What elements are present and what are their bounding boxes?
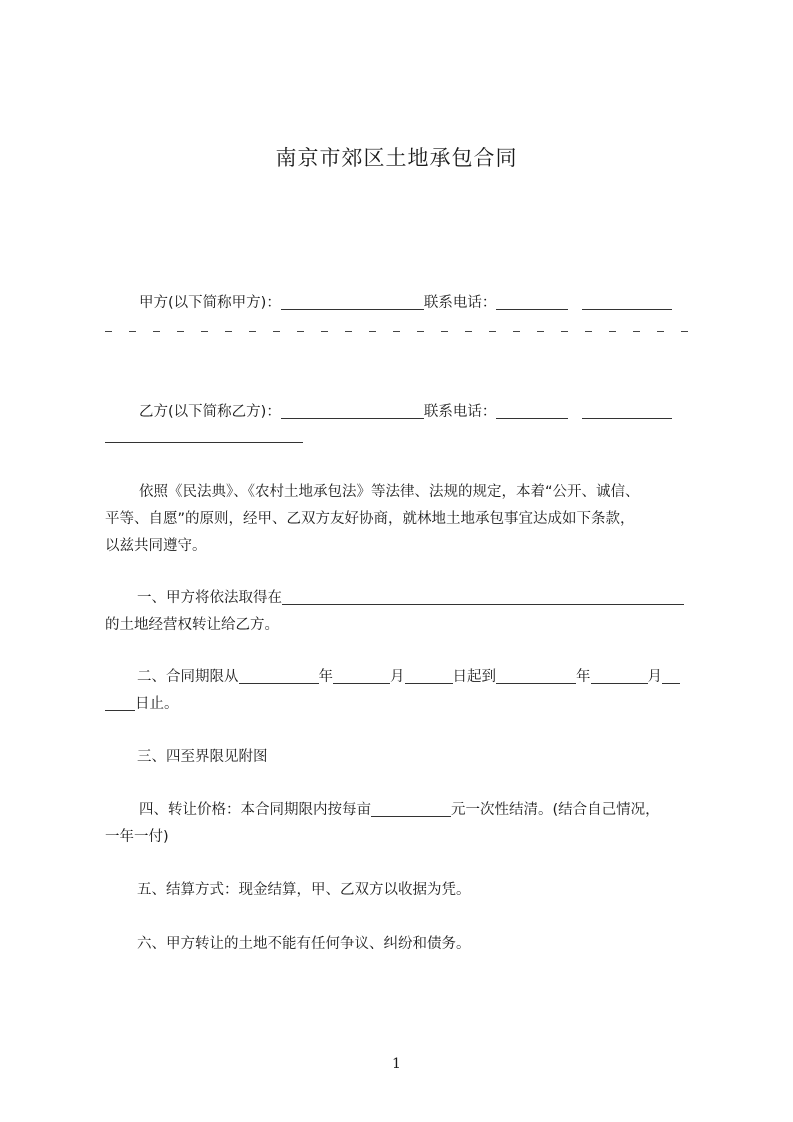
clause-2-year-label-2: 年 — [576, 669, 591, 685]
clause-2-start: 二、合同期限从 — [137, 669, 239, 685]
clause-5: 五、结算方式：现金结算，甲、乙双方以收据为凭。 — [137, 882, 471, 898]
end-year-blank[interactable] — [496, 668, 576, 684]
price-per-mu-blank[interactable] — [371, 801, 451, 817]
end-month-blank[interactable] — [591, 668, 648, 684]
clause-2-month-label: 月 — [390, 669, 405, 685]
clause-2-end: 日止。 — [135, 696, 179, 712]
party-b-extra-line — [105, 427, 702, 444]
clause-1-location-blank[interactable] — [282, 589, 684, 605]
party-a-phone-blank[interactable] — [496, 294, 568, 310]
party-b-phone-blank[interactable] — [496, 403, 568, 419]
page-number: 1 — [392, 1056, 401, 1072]
clause-6: 六、甲方转让的土地不能有任何争议、纠纷和债务。 — [137, 936, 471, 952]
party-b-extra-blank[interactable] — [105, 427, 303, 443]
clause-1-line-2: 的土地经营权转让给乙方。 — [105, 617, 279, 633]
clause-2-month-label-2: 月 — [647, 669, 662, 685]
clause-4-line-1 — [105, 798, 736, 819]
clause-2-day-from: 日起到 — [452, 669, 496, 685]
end-day-blank-2[interactable] — [105, 695, 135, 711]
clause-1-line-1 — [105, 586, 734, 607]
clause-2-line-1 — [105, 665, 734, 686]
preamble-line-3: 以兹共同遵守。 — [105, 538, 207, 554]
party-b-line — [105, 400, 736, 421]
clause-4-line-2: 一年一付) — [105, 829, 169, 845]
party-b-name-blank[interactable] — [281, 403, 424, 419]
party-a-phone-label: 联系电话： — [423, 295, 497, 311]
dashed-separator — [105, 331, 702, 332]
party-a-name-blank[interactable] — [281, 294, 424, 310]
end-day-blank[interactable] — [662, 668, 680, 684]
party-b-phone-blank-2[interactable] — [582, 403, 672, 419]
start-year-blank[interactable] — [239, 668, 319, 684]
clause-4-start: 四、转让价格：本合同期限内按每亩 — [139, 802, 371, 818]
clause-2-year-label: 年 — [318, 669, 333, 685]
clause-3: 三、四至界限见附图 — [137, 749, 268, 765]
preamble-line-1: 依照《民法典》、《农村土地承包法》等法律、法规的规定，本着“公开、诚信、 — [139, 484, 640, 500]
start-month-blank[interactable] — [333, 668, 390, 684]
party-a-phone-blank-2[interactable] — [582, 294, 672, 310]
page-title: 南京市郊区土地承包合同 — [275, 146, 518, 170]
party-a-line — [105, 291, 736, 312]
start-day-blank[interactable] — [405, 668, 453, 684]
preamble-line-2: 平等、自愿”的原则，经甲、乙双方友好协商，就林地土地承包事宜达成如下条款， — [105, 511, 635, 527]
clause-2-line-2 — [105, 692, 702, 713]
clause-4-after: 元一次性结清。(结合自己情况， — [451, 802, 660, 818]
party-a-label: 甲方(以下简称甲方)： — [139, 295, 281, 311]
party-b-phone-label: 联系电话： — [423, 404, 497, 420]
party-b-label: 乙方(以下简称乙方)： — [139, 404, 281, 420]
clause-1-text: 一、甲方将依法取得在 — [137, 590, 282, 606]
